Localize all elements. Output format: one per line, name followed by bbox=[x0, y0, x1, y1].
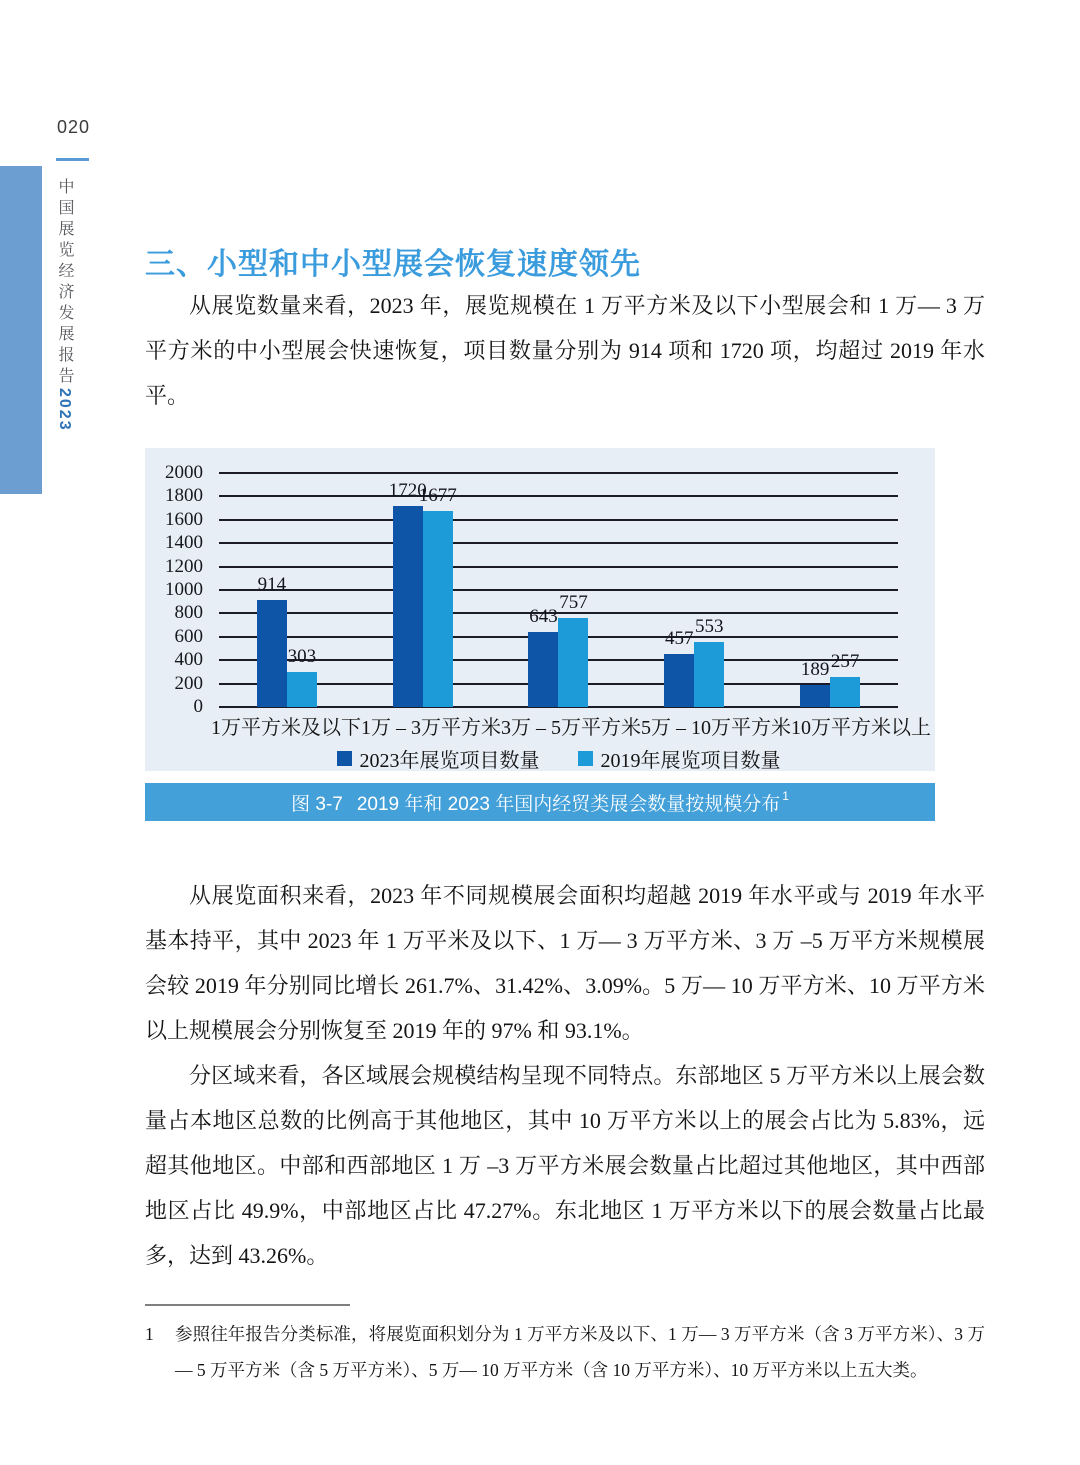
bar-group bbox=[626, 473, 762, 707]
bar-2023 bbox=[257, 574, 287, 707]
bar-group bbox=[355, 473, 491, 707]
bar-value-label: 757 bbox=[559, 592, 588, 614]
legend-label: 2019年展览项目数量 bbox=[600, 750, 781, 772]
bar-2019 bbox=[694, 616, 724, 707]
legend-swatch-icon bbox=[337, 751, 352, 766]
y-tick-label: 1600 bbox=[165, 508, 203, 530]
legend-swatch-icon bbox=[578, 751, 593, 766]
chart-bar-groups bbox=[219, 473, 898, 707]
y-tick-label: 0 bbox=[193, 696, 203, 717]
bar-value-label: 189 bbox=[800, 658, 830, 680]
sidebar-report-title bbox=[53, 178, 76, 438]
x-category-label: 3万 – 5万平方米 bbox=[501, 717, 641, 739]
legend-item bbox=[337, 744, 540, 773]
caption-footnote-ref: 1 bbox=[782, 789, 789, 804]
y-tick-label: 400 bbox=[174, 649, 203, 671]
intro-paragraph-block bbox=[145, 283, 985, 418]
body-paragraph-block bbox=[145, 873, 985, 1278]
footnote-marker: 1 bbox=[145, 1324, 154, 1344]
y-tick-label: 1400 bbox=[165, 532, 203, 554]
bar-2023 bbox=[800, 658, 830, 707]
figure-caption-bar bbox=[145, 783, 935, 821]
chart-legend bbox=[219, 744, 898, 773]
bar-group bbox=[491, 473, 627, 707]
y-tick-label: 2000 bbox=[165, 462, 203, 483]
bar-group bbox=[219, 473, 355, 707]
y-tick-label: 1200 bbox=[165, 555, 203, 577]
y-tick-label: 800 bbox=[174, 602, 203, 624]
bar-value-label: 1720 bbox=[388, 479, 427, 501]
sidebar-accent-bar bbox=[0, 166, 42, 494]
x-category-label: 1万平方米及以下 bbox=[211, 717, 361, 739]
x-category-label: 10万平方米以上 bbox=[791, 717, 931, 739]
legend-label: 2023年展览项目数量 bbox=[359, 750, 540, 772]
bar-value-label: 914 bbox=[257, 574, 287, 596]
chart-y-axis bbox=[145, 462, 211, 717]
bar-2023 bbox=[388, 479, 427, 707]
bar-2019 bbox=[830, 650, 860, 707]
figure-caption-text: 2019 年和 2023 年国内经贸类展会数量按规模分布 $^1$ bbox=[356, 789, 789, 815]
section-heading: 三、小型和中小型展会恢复速度领先 bbox=[145, 247, 641, 281]
footnote-text: 参照往年报告分类标准，将展览面积划分为 1 万平方米及以下、1 万— 3 万平方米（含 3 万平方米）、3 万— 5 万平方米（含 5 万平方米）、5 万— 10 万平方米（含 10 万平方米）、10 万平方米以上五大类。 bbox=[175, 1324, 985, 1380]
paragraph-3: 分区域来看，各区域展会规模结构呈现不同特点。东部地区 5 万平方米以上展会数量占本地区总数的比例高于其他地区，其中 10 万平方米以上的展会占比为 5.83%，远超其他地区。中部和西部地区 1 万 –3 万平方米展会数量占比超过其他地区，其中西部地区占比 49.9%，中部地区占比 47.27%。东北地区 1 万平方米以下的展会数量占比最多，达到 43.26%。 bbox=[145, 1063, 985, 1268]
footnote bbox=[145, 1316, 985, 1388]
y-tick-label: 1800 bbox=[165, 485, 203, 507]
bar-2019 bbox=[418, 484, 457, 707]
page-number: 020 bbox=[57, 117, 91, 137]
bar-2023 bbox=[528, 605, 558, 707]
paragraph-2: 从展览面积来看，2023 年不同规模展会面积均超越 2019 年水平或与 2019 年水平基本持平，其中 2023 年 1 万平米及以下、1 万— 3 万平方米、3 万 –5 万平方米规模展会较 2019 年分别同比增长 261.7%、31.42%、3.09%。5 万— 10 万平方米、10 万平方米以上规模展会分别恢复至 2019 年的 97% 和 93.1%。 bbox=[145, 883, 985, 1043]
y-tick-label: 200 bbox=[174, 672, 203, 694]
chart-category-row bbox=[211, 714, 931, 742]
x-category-label: 5万 – 10万平方米 bbox=[641, 717, 791, 739]
bar-2023 bbox=[664, 627, 694, 707]
bar-group bbox=[762, 473, 898, 707]
bar-2019 bbox=[287, 645, 317, 707]
legend-item bbox=[578, 744, 781, 773]
bar-2019 bbox=[558, 592, 588, 707]
footnote-divider bbox=[145, 1304, 350, 1306]
bar-value-label: 553 bbox=[695, 616, 724, 638]
y-tick-label: 600 bbox=[174, 625, 203, 647]
x-category-label: 1万 – 3万平方米 bbox=[361, 717, 501, 739]
bar-value-label: 1677 bbox=[418, 484, 457, 506]
sidebar-title-year: 2023 bbox=[56, 388, 73, 432]
chart-plot bbox=[219, 473, 898, 707]
bar-value-label: 643 bbox=[529, 605, 558, 627]
bar-value-label: 257 bbox=[830, 650, 860, 672]
page-number-rule bbox=[56, 158, 89, 161]
paragraph-1: 从展览数量来看，2023 年，展览规模在 1 万平方米及以下小型展会和 1 万— 3 万平方米的中小型展会快速恢复，项目数量分别为 914 项和 1720 项，均超过 2019 年水平。 bbox=[145, 293, 985, 408]
bar-value-label: 303 bbox=[287, 645, 317, 667]
bar-chart bbox=[145, 448, 935, 771]
sidebar-title-text: 中国展览经济发展报告 bbox=[56, 178, 73, 388]
bar-value-label: 457 bbox=[665, 627, 694, 649]
y-tick-label: 1000 bbox=[165, 579, 203, 600]
figure-caption-label: 图 3-7 bbox=[291, 793, 343, 815]
